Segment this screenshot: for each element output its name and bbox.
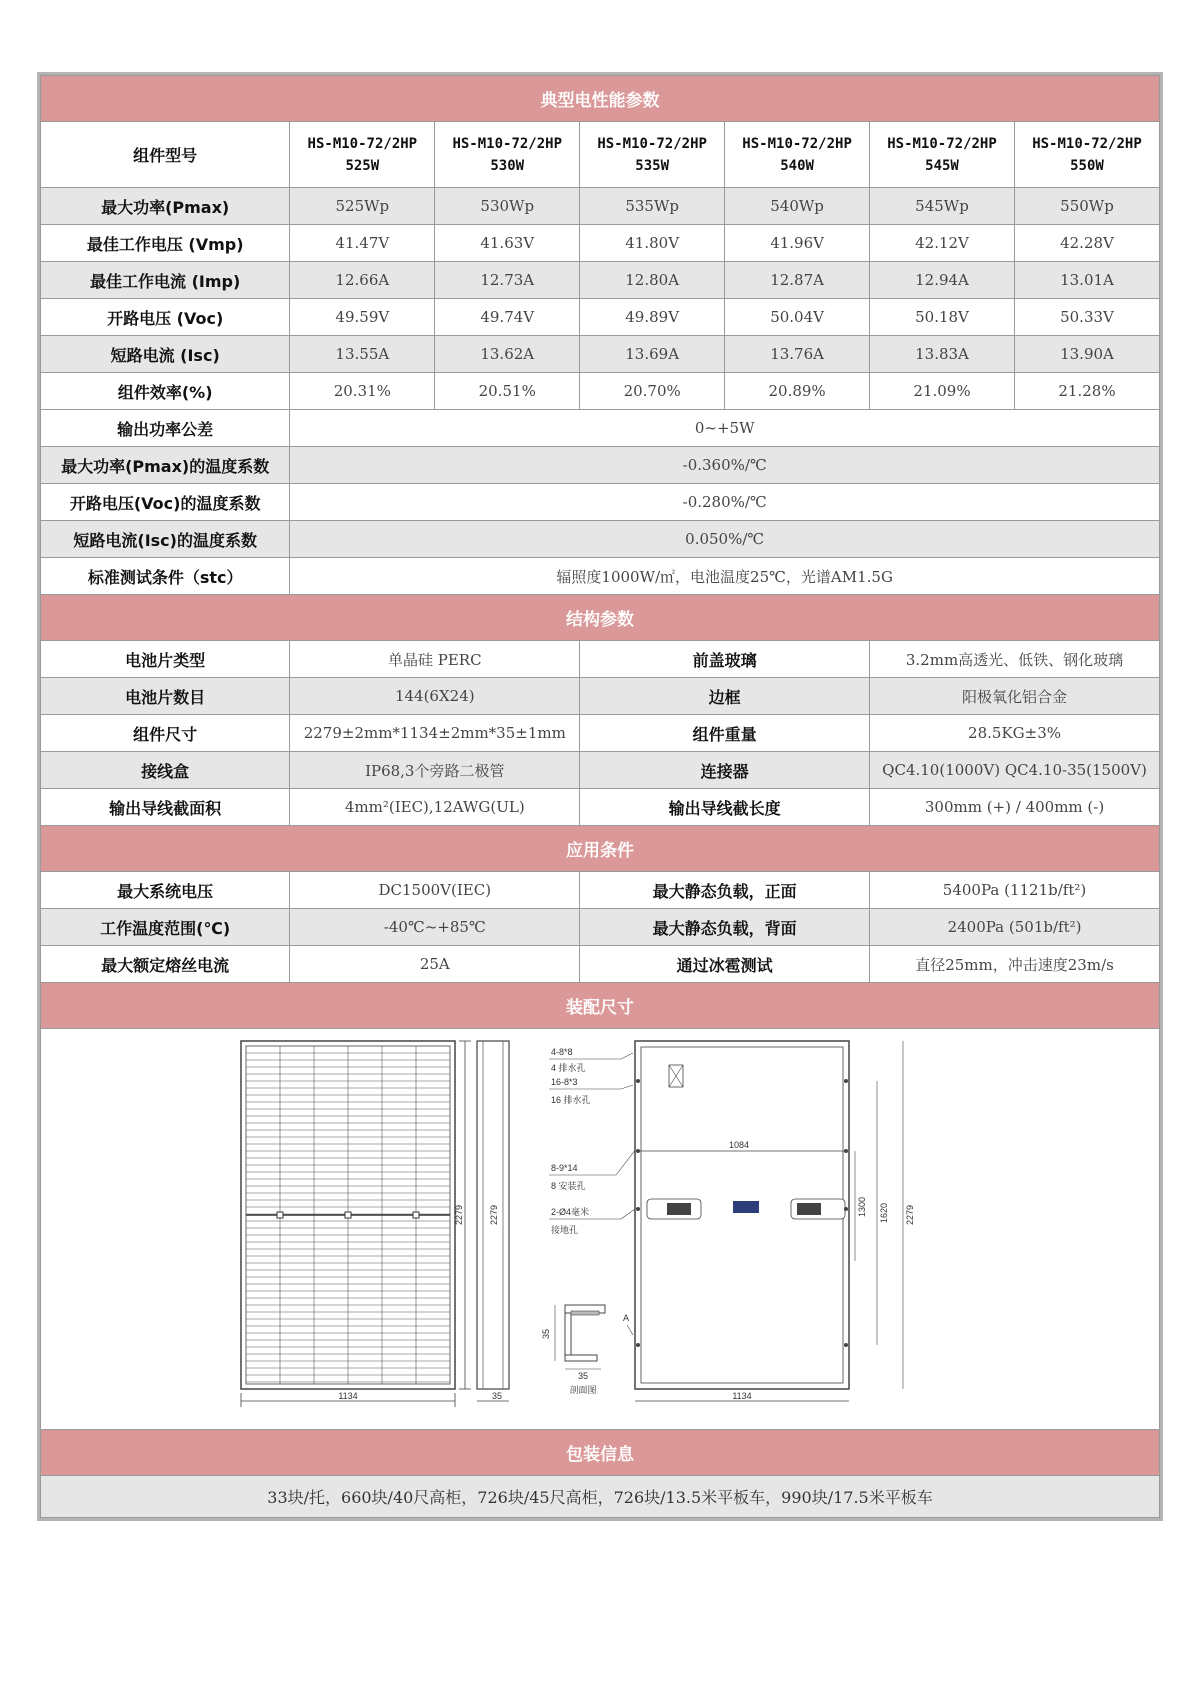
- row-value: 41.63V: [435, 225, 580, 262]
- model-cell: HS-M10-72/2HP 545W: [870, 122, 1015, 188]
- row-value: 13.76A: [725, 336, 870, 373]
- row-value: 545Wp: [870, 188, 1015, 225]
- row-value: 12.87A: [725, 262, 870, 299]
- front-height-label: 2279: [454, 1204, 464, 1226]
- row-value: 单晶硅 PERC: [290, 641, 580, 678]
- row-value: 28.5KG±3%: [870, 715, 1160, 752]
- row-label: 组件重量: [580, 715, 870, 752]
- model-label: 组件型号: [41, 122, 290, 188]
- row-label: 电池片数目: [41, 678, 290, 715]
- row-value: 25A: [290, 946, 580, 983]
- row-label: 开路电压 (Voc): [41, 299, 290, 336]
- row-value: IP68,3个旁路二极管: [290, 752, 580, 789]
- row-value: 直径25mm，冲击速度23m/s: [870, 946, 1160, 983]
- row-value: -40℃~+85℃: [290, 909, 580, 946]
- row-value: 42.28V: [1014, 225, 1159, 262]
- table-row: [41, 410, 1160, 447]
- section-application: 应用条件: [41, 826, 1160, 872]
- row-label: 标准测试条件（stc）: [41, 558, 290, 595]
- note-ground: 2-Ø4毫米: [551, 1207, 590, 1217]
- row-label: 边框: [580, 678, 870, 715]
- row-value: 535Wp: [580, 188, 725, 225]
- dimension-drawing: [41, 1029, 1160, 1425]
- row-label: 输出导线截面积: [41, 789, 290, 826]
- model-cell: HS-M10-72/2HP 550W: [1014, 122, 1159, 188]
- row-label: 最大静态负载，背面: [580, 909, 870, 946]
- row-label: 最大额定熔丝电流: [41, 946, 290, 983]
- row-label: 输出功率公差: [41, 410, 290, 447]
- row-label: 电池片类型: [41, 641, 290, 678]
- row-value: 530Wp: [435, 188, 580, 225]
- row-value: 13.55A: [290, 336, 435, 373]
- note-ground-desc: 接地孔: [551, 1225, 579, 1235]
- table-row: [41, 373, 1160, 410]
- section-packing: 包装信息: [41, 1430, 1160, 1476]
- section-label: 剖面图: [569, 1385, 597, 1395]
- row-value: 0.050%/℃: [290, 521, 1160, 558]
- model-row: [41, 122, 1160, 188]
- table-row: [41, 484, 1160, 521]
- table-row: [41, 641, 1160, 678]
- row-value: 阳极氧化铝合金: [870, 678, 1160, 715]
- row-value: 12.94A: [870, 262, 1015, 299]
- section-structure: 结构参数: [41, 595, 1160, 641]
- row-value: 13.69A: [580, 336, 725, 373]
- row-value: 550Wp: [1014, 188, 1159, 225]
- row-label: 连接器: [580, 752, 870, 789]
- row-label: 前盖玻璃: [580, 641, 870, 678]
- table-row: [41, 909, 1160, 946]
- row-label: 最佳工作电流 (Imp): [41, 262, 290, 299]
- row-value: 13.90A: [1014, 336, 1159, 373]
- section-assembly: 装配尺寸: [41, 983, 1160, 1029]
- row-value: 49.59V: [290, 299, 435, 336]
- row-label: 最佳工作电压 (Vmp): [41, 225, 290, 262]
- table-row: [41, 447, 1160, 484]
- table-row: [41, 715, 1160, 752]
- table-row: [41, 521, 1160, 558]
- row-value: 21.09%: [870, 373, 1015, 410]
- section-35-horizontal: 35: [577, 1371, 589, 1381]
- row-label: 开路电压(Voc)的温度系数: [41, 484, 290, 521]
- row-value: 21.28%: [1014, 373, 1159, 410]
- spec-table: [40, 75, 1160, 1518]
- back-width-label: 1134: [732, 1391, 752, 1401]
- row-value: 50.18V: [870, 299, 1015, 336]
- row-value: 20.89%: [725, 373, 870, 410]
- dim-1300: 1300: [857, 1196, 867, 1218]
- row-value: 3.2mm高透光、低铁、钢化玻璃: [870, 641, 1160, 678]
- row-label: 最大功率(Pmax): [41, 188, 290, 225]
- side-view: [477, 1041, 509, 1401]
- row-label: 短路电流 (Isc): [41, 336, 290, 373]
- row-value: 13.01A: [1014, 262, 1159, 299]
- row-value: -0.360%/℃: [290, 447, 1160, 484]
- row-value: 12.73A: [435, 262, 580, 299]
- row-label: 组件效率(%): [41, 373, 290, 410]
- table-row: [41, 262, 1160, 299]
- dim-1620: 1620: [879, 1202, 889, 1224]
- note-mount-desc: 8 安装孔: [551, 1181, 586, 1191]
- row-value: 12.66A: [290, 262, 435, 299]
- row-label: 短路电流(Isc)的温度系数: [41, 521, 290, 558]
- row-value: 20.51%: [435, 373, 580, 410]
- row-value: 4mm²(IEC),12AWG(UL): [290, 789, 580, 826]
- row-value: QC4.10(1000V) QC4.10-35(1500V): [870, 752, 1160, 789]
- table-row: [41, 558, 1160, 595]
- model-cell: HS-M10-72/2HP 535W: [580, 122, 725, 188]
- section-electrical: 典型电性能参数: [41, 76, 1160, 122]
- row-label: 接线盒: [41, 752, 290, 789]
- row-value: -0.280%/℃: [290, 484, 1160, 521]
- side-height-label: 2279: [489, 1204, 499, 1226]
- table-row: [41, 678, 1160, 715]
- row-value: 2279±2mm*1134±2mm*35±1mm: [290, 715, 580, 752]
- note-drain2: 16-8*3: [551, 1077, 578, 1087]
- table-row: [41, 752, 1160, 789]
- note-drain1: 4-8*8: [551, 1047, 573, 1057]
- row-label: 输出导线截长度: [580, 789, 870, 826]
- row-value: 525Wp: [290, 188, 435, 225]
- assembly-drawing: [41, 1029, 1160, 1430]
- table-row: [41, 225, 1160, 262]
- row-value: 540Wp: [725, 188, 870, 225]
- row-label: 工作温度范围(℃): [41, 909, 290, 946]
- row-value: 13.62A: [435, 336, 580, 373]
- row-value: 41.96V: [725, 225, 870, 262]
- a-mark-left: A: [623, 1313, 630, 1323]
- table-row: [41, 188, 1160, 225]
- row-value: 0~+5W: [290, 410, 1160, 447]
- row-label: 通过冰雹测试: [580, 946, 870, 983]
- row-value: DC1500V(IEC): [290, 872, 580, 909]
- row-value: 42.12V: [870, 225, 1015, 262]
- row-value: 49.74V: [435, 299, 580, 336]
- note-drain2-desc: 16 排水孔: [551, 1095, 591, 1105]
- row-value: 20.70%: [580, 373, 725, 410]
- side-thickness-label: 35: [491, 1391, 503, 1401]
- model-cell: HS-M10-72/2HP 525W: [290, 122, 435, 188]
- row-value: 300mm (+) / 400mm (-): [870, 789, 1160, 826]
- table-row: [41, 872, 1160, 909]
- row-value: 20.31%: [290, 373, 435, 410]
- packing-info: 33块/托，660块/40尺高柜，726块/45尺高柜，726块/13.5米平板车，990块/17.5米平板车: [41, 1476, 1160, 1518]
- datasheet: [37, 72, 1163, 1521]
- row-value: 144(6X24): [290, 678, 580, 715]
- dim-2279: 2279: [905, 1204, 915, 1226]
- section-35-vertical: 35: [541, 1328, 551, 1340]
- model-cell: HS-M10-72/2HP 540W: [725, 122, 870, 188]
- front-view: [241, 1041, 471, 1407]
- note-mount: 8-9*14: [551, 1163, 578, 1173]
- table-row: [41, 299, 1160, 336]
- row-label: 最大功率(Pmax)的温度系数: [41, 447, 290, 484]
- row-value: 50.33V: [1014, 299, 1159, 336]
- row-value: 辐照度1000W/㎡，电池温度25℃，光谱AM1.5G: [290, 558, 1160, 595]
- model-cell: HS-M10-72/2HP 530W: [435, 122, 580, 188]
- row-label: 最大系统电压: [41, 872, 290, 909]
- row-value: 12.80A: [580, 262, 725, 299]
- row-value: 41.47V: [290, 225, 435, 262]
- row-value: 13.83A: [870, 336, 1015, 373]
- back-view: [635, 1041, 915, 1401]
- notes: [549, 1047, 636, 1235]
- row-value: 50.04V: [725, 299, 870, 336]
- row-value: 41.80V: [580, 225, 725, 262]
- note-drain1-desc: 4 排水孔: [551, 1063, 586, 1073]
- row-value: 5400Pa (1121b/ft²): [870, 872, 1160, 909]
- row-value: 2400Pa (501b/ft²): [870, 909, 1160, 946]
- row-value: 49.89V: [580, 299, 725, 336]
- row-label: 组件尺寸: [41, 715, 290, 752]
- mount-distance-label: 1084: [728, 1140, 750, 1150]
- row-label: 最大静态负载，正面: [580, 872, 870, 909]
- front-width-label: 1134: [338, 1391, 358, 1401]
- table-row: [41, 946, 1160, 983]
- table-row: [41, 336, 1160, 373]
- table-row: [41, 789, 1160, 826]
